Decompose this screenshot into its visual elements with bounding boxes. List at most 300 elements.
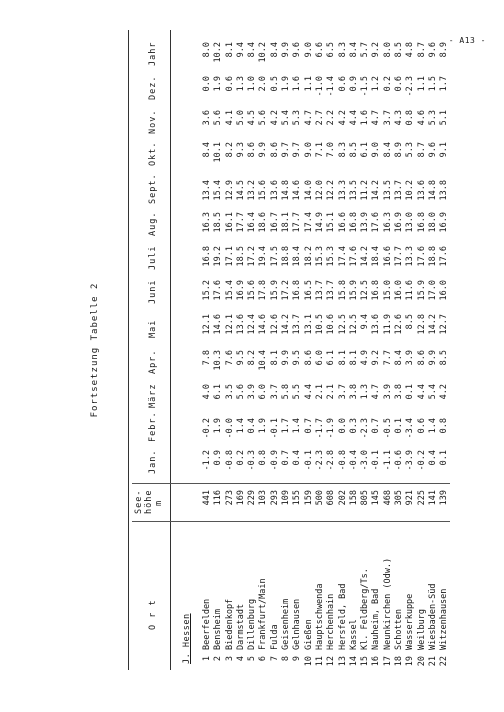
table-row [394, 30, 405, 670]
temperature-value: 16.7 [269, 212, 280, 233]
temperature-value: -0.6 [394, 450, 405, 471]
temperature-value: 9.3 [235, 142, 246, 158]
station-name: Hauptschwenda [314, 583, 325, 650]
temperature-value: 8.9 [394, 142, 405, 158]
temperature-value: 3.8 [348, 384, 359, 400]
temperature-value: 1.9 [281, 76, 292, 92]
temperature-value: 16.5 [303, 280, 314, 301]
header-month-mar: März [148, 383, 158, 408]
temperature-value: 5.3 [405, 142, 416, 158]
temperature-value: 7.1 [314, 142, 325, 158]
temperature-value: 3.6 [202, 110, 212, 126]
temperature-value: 8.4 [348, 42, 359, 58]
station-name: Bensheim [213, 609, 224, 650]
table-row [326, 30, 337, 670]
temperature-value: -0.3 [247, 450, 258, 471]
temperature-value: 17.8 [258, 280, 269, 301]
row-number: 6 [258, 656, 269, 662]
temperature-value: 0.8 [405, 110, 416, 126]
temperature-value: 16.9 [394, 212, 405, 233]
temperature-value: 13.3 [337, 180, 348, 201]
station-altitude: 158 [348, 490, 359, 506]
temperature-value: 5.7 [360, 42, 371, 58]
temperature-value: 7.8 [202, 350, 212, 366]
temperature-value: 17.2 [247, 246, 258, 267]
temperature-value: 4.9 [360, 350, 371, 366]
table-row [315, 30, 326, 670]
temperature-value: 17.7 [235, 212, 246, 233]
temperature-value: 6.1 [213, 384, 224, 400]
header-seehoehe-1: See- [134, 489, 144, 514]
temperature-value: 12.5 [337, 314, 348, 335]
temperature-value: 8.1 [224, 42, 235, 58]
temperature-value: 0.8 [439, 418, 450, 434]
temperature-value: 8.6 [247, 142, 258, 158]
temperature-value: 9.0 [303, 42, 314, 58]
temperature-value: -0.8 [224, 450, 235, 471]
temperature-value: -0.1 [269, 418, 280, 439]
row-number: 11 [314, 656, 325, 667]
temperature-value: 14.8 [427, 180, 438, 201]
row-number: 10 [303, 656, 314, 667]
table-header [132, 30, 172, 670]
temperature-value: 5.6 [213, 110, 224, 126]
temperature-value: 10.4 [258, 350, 269, 371]
temperature-value: -0.1 [303, 450, 314, 471]
temperature-value: 15.8 [337, 280, 348, 301]
temperature-value: 8.0 [382, 42, 393, 58]
temperature-value: 5.5 [292, 384, 303, 400]
temperature-value: 3.7 [382, 110, 393, 126]
temperature-value: -1.5 [360, 76, 371, 97]
temperature-value: 8.5 [405, 314, 416, 330]
temperature-value: 8.7 [416, 142, 427, 158]
temperature-value: 12.7 [439, 314, 450, 335]
row-number: 9 [292, 656, 303, 662]
temperature-value: 8.1 [348, 350, 359, 366]
temperature-value: 17.1 [224, 246, 235, 267]
temperature-value: 12.6 [269, 314, 280, 335]
temperature-value: 13.7 [326, 280, 337, 301]
temperature-value: -2.8 [326, 450, 337, 471]
temperature-value: 5.6 [258, 110, 269, 126]
temperature-value: 0.0 [202, 76, 212, 92]
temperature-value: 6.0 [258, 384, 269, 400]
temperature-value: -2.3 [314, 450, 325, 471]
station-name: Witzenhausen [439, 588, 450, 650]
temperature-value: 16.8 [348, 212, 359, 233]
temperature-value: 14.2 [371, 180, 382, 201]
temperature-value: 6.6 [314, 42, 325, 58]
row-number: 22 [439, 656, 450, 667]
temperature-value: 4.6 [416, 110, 427, 126]
temperature-value: 7.7 [382, 350, 393, 366]
temperature-value: -3.4 [405, 418, 416, 439]
temperature-value: 14.2 [281, 314, 292, 335]
temperature-value: 8.0 [202, 42, 212, 58]
temperature-value: 18.1 [281, 212, 292, 233]
temperature-value: 13.9 [360, 212, 371, 233]
temperature-value: 7.0 [326, 142, 337, 158]
temperature-value: 17.4 [303, 212, 314, 233]
temperature-value: 5.3 [427, 110, 438, 126]
temperature-value: 1.3 [235, 76, 246, 92]
temperature-value: 1.2 [371, 76, 382, 92]
temperature-value: 14.6 [213, 314, 224, 335]
temperature-value: -0.2 [416, 450, 427, 471]
temperature-value: 9.4 [360, 314, 371, 330]
row-number: 5 [247, 656, 258, 662]
temperature-value: 15.6 [258, 180, 269, 201]
temperature-value: 8.9 [439, 42, 450, 58]
temperature-value: 16.1 [224, 212, 235, 233]
temperature-value: -0.1 [371, 450, 382, 471]
temperature-value: 9.2 [371, 350, 382, 366]
temperature-value: 16.3 [202, 212, 212, 233]
temperature-value: 17.6 [439, 246, 450, 267]
temperature-value: -2.3 [360, 418, 371, 439]
temperature-value: 15.3 [314, 246, 325, 267]
temperature-value: 0.7 [371, 418, 382, 434]
temperature-value: 15.0 [382, 280, 393, 301]
temperature-value: 4.2 [269, 110, 280, 126]
temperature-value: 12.6 [394, 314, 405, 335]
header-seehoehe-3: m [154, 499, 164, 506]
temperature-value: 13.7 [314, 280, 325, 301]
temperature-value: 0.2 [235, 450, 246, 466]
temperature-value: 3.9 [247, 384, 258, 400]
temperature-value: 17.4 [337, 246, 348, 267]
temperature-value: 13.6 [416, 180, 427, 201]
station-name: Neunkirchen (Odw.) [382, 557, 393, 650]
temperature-value: -1.0 [314, 76, 325, 97]
temperature-value: 12.5 [360, 280, 371, 301]
temperature-value: 16.8 [292, 280, 303, 301]
temperature-value: 19.4 [258, 246, 269, 267]
temperature-value: 15.9 [416, 280, 427, 301]
station-name: Wasserkuppe [405, 593, 416, 650]
temperature-value: 8.4 [202, 142, 212, 158]
header-ort: O r t [148, 599, 158, 630]
temperature-value: 15.9 [348, 280, 359, 301]
table-row [225, 30, 236, 670]
temperature-value: 9.5 [235, 350, 246, 366]
temperature-value: 6.0 [314, 350, 325, 366]
section-heading: J. Hessen [182, 613, 192, 664]
station-altitude: 441 [202, 490, 212, 506]
temperature-value: 18.8 [427, 246, 438, 267]
temperature-value: 1.1 [303, 76, 314, 92]
temperature-value: 15.1 [326, 212, 337, 233]
temperature-value: 3.7 [269, 384, 280, 400]
station-name: Gelnhausen [292, 598, 303, 650]
temperature-value: 18.4 [292, 246, 303, 267]
temperature-value: 8.1 [337, 350, 348, 366]
row-number: 7 [269, 656, 280, 662]
station-name: Gießen [303, 619, 314, 650]
station-altitude: 159 [303, 490, 314, 506]
temperature-value: 10.2 [213, 42, 224, 63]
station-altitude: 169 [235, 490, 246, 506]
temperature-value: 3.5 [224, 384, 235, 400]
table-row [439, 30, 450, 670]
row-number: 15 [360, 656, 371, 667]
temperature-value: 4.2 [439, 384, 450, 400]
header-seehoehe-2: höhe [144, 489, 154, 514]
temperature-value: 8.5 [439, 350, 450, 366]
temperature-value: 4.3 [394, 110, 405, 126]
station-name: Schotten [394, 609, 405, 650]
temperature-value: 0.7 [281, 450, 292, 466]
header-month-year: Jahr [148, 41, 158, 66]
temperature-value: 9.2 [371, 42, 382, 58]
temperature-value: 13.8 [439, 180, 450, 201]
temperature-value: 4.4 [303, 384, 314, 400]
header-month-feb: Febr. [148, 411, 158, 442]
temperature-value: 8.6 [269, 142, 280, 158]
temperature-value: 9.6 [292, 42, 303, 58]
temperature-value: 9.1 [439, 142, 450, 158]
header-top-rule [128, 30, 129, 670]
temperature-value: 1.7 [281, 418, 292, 434]
temperature-value: 17.6 [416, 246, 427, 267]
temperature-value: 4.4 [416, 384, 427, 400]
temperature-value: 3.9 [405, 350, 416, 366]
temperature-value: 13.5 [348, 180, 359, 201]
station-altitude: 468 [382, 490, 393, 506]
temperature-value: 16.8 [416, 212, 427, 233]
table-row [428, 30, 439, 670]
temperature-value: 1.5 [427, 76, 438, 92]
temperature-value: 0.5 [269, 76, 280, 92]
station-name: Fulda [269, 624, 280, 650]
temperature-value: 5.4 [281, 110, 292, 126]
table-row [349, 30, 360, 670]
temperature-value: 4.5 [247, 110, 258, 126]
temperature-value: 9.5 [292, 350, 303, 366]
temperature-value: 15.4 [213, 180, 224, 201]
temperature-value: 8.6 [416, 350, 427, 366]
header-month-jul: Juli [148, 245, 158, 270]
temperature-value: 0.1 [439, 450, 450, 466]
temperature-value: 10.2 [405, 180, 416, 201]
temperature-value: 8.1 [269, 350, 280, 366]
temperature-value: 15.6 [247, 280, 258, 301]
table-row [270, 30, 281, 670]
row-number: 8 [281, 656, 292, 662]
table-row [202, 30, 213, 670]
row-number: 16 [371, 656, 382, 667]
temperature-value: 16.8 [202, 246, 212, 267]
station-altitude: 273 [224, 490, 235, 506]
temperature-value: 9.7 [281, 142, 292, 158]
table-row [417, 30, 428, 670]
station-altitude: 139 [439, 490, 450, 506]
temperature-value: 13.3 [405, 246, 416, 267]
temperature-value: -3.0 [360, 450, 371, 471]
station-name: Kassel [348, 619, 359, 650]
header-month-dec: Dez. [148, 75, 158, 100]
temperature-value: 0.4 [292, 450, 303, 466]
table-row [405, 30, 416, 670]
temperature-value: 4.1 [224, 110, 235, 126]
temperature-value: 14.9 [314, 212, 325, 233]
temperature-value: 1.4 [235, 418, 246, 434]
temperature-value: 5.3 [292, 110, 303, 126]
temperature-value: 8.4 [269, 42, 280, 58]
temperature-value: -0.8 [337, 450, 348, 471]
temperature-value: 10.5 [314, 314, 325, 335]
rotated-table-page [82, 30, 462, 670]
temperature-value: -2.3 [405, 76, 416, 97]
temperature-value: 11.6 [405, 280, 416, 301]
temperature-value: 13.1 [303, 314, 314, 335]
row-number: 12 [326, 656, 337, 667]
temperature-value: 8.3 [337, 42, 348, 58]
temperature-value: 4.2 [337, 110, 348, 126]
row-number: 1 [202, 656, 212, 662]
temperature-value: 2.1 [314, 384, 325, 400]
temperature-value: 0.6 [224, 76, 235, 92]
temperature-value: 3.9 [382, 384, 393, 400]
temperature-value: 18.8 [281, 246, 292, 267]
row-number: 17 [382, 656, 393, 667]
table-row [304, 30, 315, 670]
station-altitude: 229 [247, 490, 258, 506]
temperature-value: 12.8 [416, 314, 427, 335]
temperature-value: 4.0 [202, 384, 212, 400]
temperature-value: 16.8 [371, 280, 382, 301]
temperature-value: 12.5 [348, 314, 359, 335]
temperature-value: 2.1 [326, 384, 337, 400]
temperature-value: 13.7 [292, 314, 303, 335]
temperature-value: 13.0 [405, 212, 416, 233]
row-number: 3 [224, 656, 235, 662]
temperature-value: 0.0 [337, 418, 348, 434]
temperature-value: 12.9 [224, 180, 235, 201]
temperature-value: 15.9 [269, 280, 280, 301]
row-number: 2 [213, 656, 224, 662]
temperature-value: 14.6 [258, 314, 269, 335]
temperature-value: 4.7 [371, 384, 382, 400]
temperature-value: 1.7 [439, 76, 450, 92]
temperature-value: -0.9 [269, 450, 280, 471]
station-altitude: 225 [416, 490, 427, 506]
station-altitude: 116 [213, 490, 224, 506]
row-number: 13 [337, 656, 348, 667]
header-month-oct: Okt. [148, 141, 158, 166]
temperature-value: 12.2 [326, 180, 337, 201]
station-name: Nauheim, Bad [371, 588, 382, 650]
temperature-value: 9.6 [427, 42, 438, 58]
temperature-value: 18.6 [258, 212, 269, 233]
table-row [236, 30, 247, 670]
temperature-value: 9.9 [281, 42, 292, 58]
temperature-value: 4.8 [405, 42, 416, 58]
temperature-value: 17.5 [269, 246, 280, 267]
temperature-value: 16.0 [439, 280, 450, 301]
temperature-value: 16.6 [337, 212, 348, 233]
temperature-value: 0.1 [405, 384, 416, 400]
temperature-value: 16.9 [439, 212, 450, 233]
temperature-value: 0.1 [394, 418, 405, 434]
temperature-value: 0.6 [337, 76, 348, 92]
temperature-value: 9.0 [371, 142, 382, 158]
table-row [338, 30, 349, 670]
temperature-value: 14.5 [235, 180, 246, 201]
temperature-value: 8.3 [337, 142, 348, 158]
temperature-value: 16.4 [247, 212, 258, 233]
header-month-jun: Juni [148, 279, 158, 304]
temperature-value: 13.6 [235, 314, 246, 335]
temperature-value: 17.6 [213, 280, 224, 301]
table-row [247, 30, 258, 670]
table-row [258, 30, 269, 670]
temperature-value: 2.2 [326, 110, 337, 126]
station-altitude: 103 [258, 490, 269, 506]
temperature-value: 15.4 [224, 280, 235, 301]
temperature-value: 16.0 [394, 280, 405, 301]
temperature-value: -1.1 [382, 450, 393, 471]
temperature-value: 16.3 [382, 212, 393, 233]
station-altitude: 608 [326, 490, 337, 506]
station-name: Wiesbaden-Süd [427, 583, 438, 650]
temperature-value: 5.1 [439, 110, 450, 126]
temperature-value: 1.4 [292, 418, 303, 434]
temperature-value: 9.9 [258, 142, 269, 158]
temperature-value: 8.5 [348, 142, 359, 158]
temperature-value: 7.6 [224, 350, 235, 366]
header-month-nov: Nov. [148, 109, 158, 134]
temperature-value: 5.6 [235, 384, 246, 400]
temperature-value: -3.9 [405, 450, 416, 471]
temperature-value: 15.3 [326, 246, 337, 267]
temperature-value: 12.1 [202, 314, 212, 335]
temperature-value: 0.6 [394, 76, 405, 92]
temperature-value: 9.4 [235, 42, 246, 58]
temperature-value: 17.6 [371, 212, 382, 233]
temperature-value: 5.0 [235, 110, 246, 126]
temperature-value: 2.7 [314, 110, 325, 126]
temperature-value: 14.6 [292, 180, 303, 201]
header-month-sep: Sept. [148, 173, 158, 204]
temperature-value: 8.2 [247, 350, 258, 366]
station-altitude: 145 [371, 490, 382, 506]
row-number: 18 [394, 656, 405, 667]
temperature-value: 10.6 [326, 314, 337, 335]
temperature-value: 12.1 [224, 314, 235, 335]
row-number: 21 [427, 656, 438, 667]
table-caption: Fortsetzung Tabelle 2 [90, 282, 100, 418]
temperature-value: 10.3 [213, 350, 224, 371]
temperature-value: 17.7 [394, 246, 405, 267]
temperature-value: 9.9 [281, 350, 292, 366]
temperature-value: -0.5 [382, 418, 393, 439]
temperature-value: 1.3 [360, 384, 371, 400]
station-altitude: 500 [314, 490, 325, 506]
temperature-value: 0.9 [213, 450, 224, 466]
temperature-value: 17.2 [281, 280, 292, 301]
station-name: Herchenhain [326, 593, 337, 650]
temperature-value: 18.5 [213, 212, 224, 233]
temperature-value: 1.6 [360, 110, 371, 126]
temperature-value: 18.0 [427, 212, 438, 233]
station-altitude: 305 [394, 490, 405, 506]
temperature-value: 13.6 [371, 314, 382, 335]
temperature-value: 14.0 [303, 180, 314, 201]
station-name: Dillenburg [247, 598, 258, 650]
temperature-value: 0.8 [258, 450, 269, 466]
